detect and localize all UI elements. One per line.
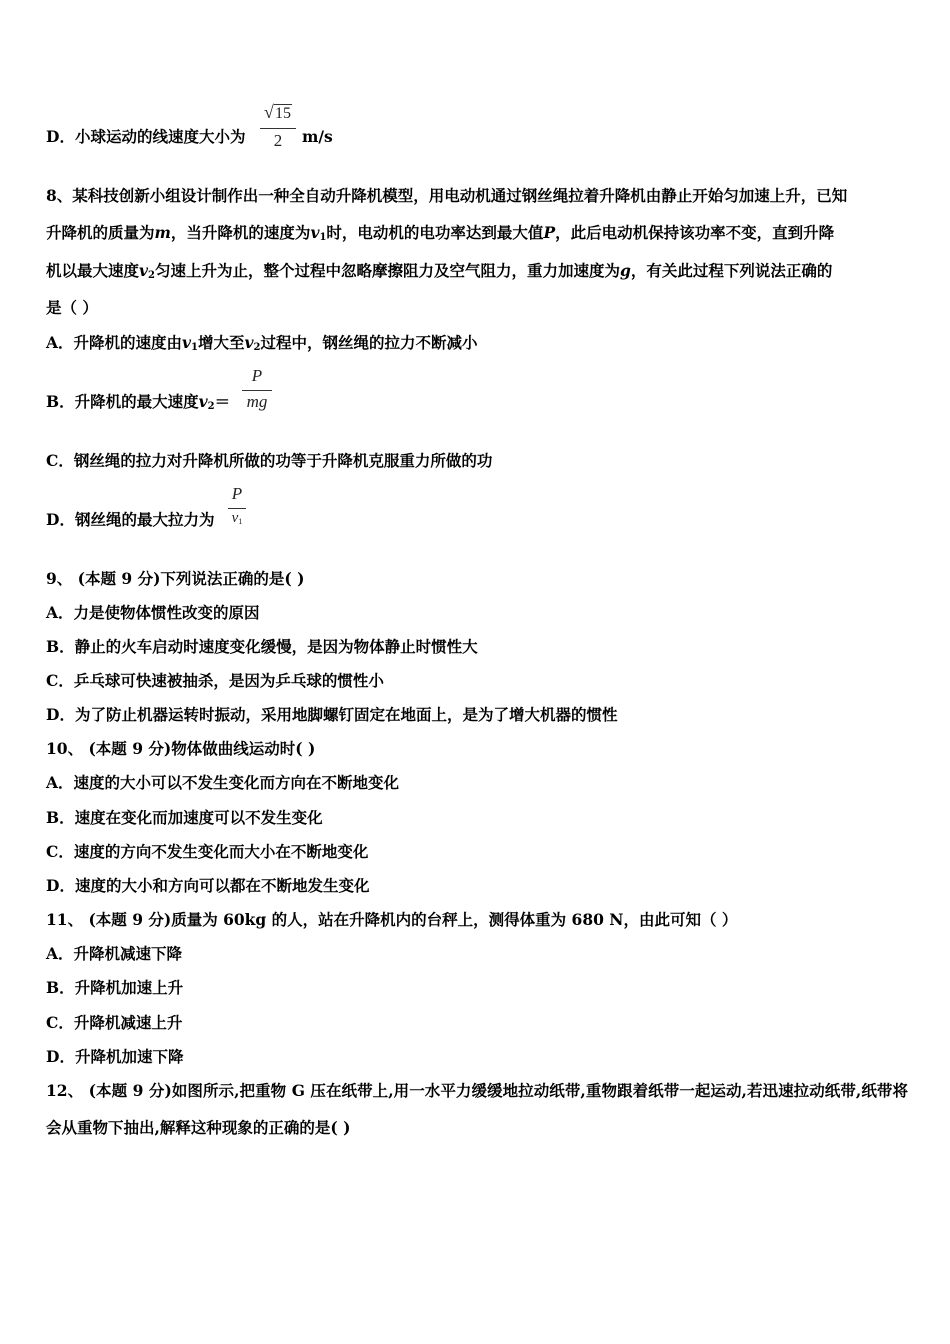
q9-option-d: D．为了防止机器运转时振动，采用地脚螺钉固定在地面上，是为了增大机器的惯性	[46, 705, 618, 724]
q11-option-a: A．升降机减速下降	[46, 944, 183, 963]
q9-option-b: B．静止的火车启动时速度变化缓慢，是因为物体静止时惯性大	[46, 637, 478, 656]
q8-d-denominator: $v_1$	[231, 510, 243, 526]
q8-b-denominator: mg	[246, 392, 268, 411]
q10-option-a: A．速度的大小可以不发生变化而方向在不断地变化	[46, 773, 400, 792]
q8-option-a: A．升降机的速度由$v_1$增大至$v_2$过程中，钢丝绳的拉力不断减小	[46, 333, 478, 353]
var-g: g	[620, 261, 631, 280]
q10-stem: 10、 (本题 9 分)物体做曲线运动时( )	[46, 739, 316, 758]
q8-option-c: C．钢丝绳的拉力对升降机所做的功等于升降机克服重力所做的功	[46, 451, 493, 470]
q8-b-numerator: P	[251, 366, 263, 385]
q10-option-c: C．速度的方向不发生变化而大小在不断地变化	[46, 842, 369, 861]
q11-stem: 11、 (本题 9 分)质量为 60kg 的人，站在升降机内的台秤上，测得体重为 680 N，由此可知（ ）	[46, 910, 738, 929]
var-m: m	[154, 223, 171, 242]
q7-option-d-label: D．小球运动的线速度大小为	[46, 127, 246, 146]
q8-b-fraction	[242, 366, 272, 416]
var-v1: v	[310, 223, 320, 242]
q11-option-d: D．升降机加速下降	[46, 1047, 184, 1066]
q8-d-fraction	[228, 484, 246, 534]
fraction-bar	[242, 390, 272, 391]
q8-stem-line-1: 8、某科技创新小组设计制作出一种全自动升降机模型，用电动机通过钢丝绳拉着升降机由静止开始匀加速上升，已知	[46, 186, 848, 205]
q8-stem-line-4: 是（ ）	[46, 298, 98, 317]
q9-option-c: C．乒乓球可快速被抽杀，是因为乒乓球的惯性小	[46, 671, 384, 690]
q7-fraction-denominator: 2	[273, 131, 283, 150]
var-p: P	[543, 223, 556, 242]
q12-stem: 12、 (本题 9 分)如图所示,把重物 G 压在纸带上,用一水平力缓缓地拉动纸带,重物跟着纸带一起运动,若迅速拉动纸带,纸带将会从重物下抽出,解释这种现象的正确的是( )	[46, 1081, 908, 1137]
q11-option-c: C．升降机减速上升	[46, 1013, 183, 1032]
q7-option-d	[46, 127, 245, 147]
q8-stem-line-2: 升降机的质量为m，当升降机的速度为$v_1$时，电动机的电功率达到最大值P，此后电动机保持该功率不变，直到升降	[46, 223, 835, 243]
q8-option-d: D．钢丝绳的最大拉力为	[46, 510, 215, 529]
q7-unit: m/s	[302, 127, 333, 146]
q8-option-b: B．升降机的最大速度$v_2=$	[46, 392, 231, 412]
q8-d-numerator: P	[231, 484, 243, 503]
q8-stem-line-3: 机以最大速度$v_2$匀速上升为止，整个过程中忽略摩擦阻力及空气阻力，重力加速度为g，有关此过程下列说法正确的	[46, 261, 833, 281]
q11-option-b: B．升降机加速上升	[46, 978, 184, 997]
var-v2: v	[139, 261, 149, 280]
q10-option-b: B．速度在变化而加速度可以不发生变化	[46, 808, 323, 827]
q10-option-d: D．速度的大小和方向可以都在不断地发生变化	[46, 876, 370, 895]
q7-fraction-numerator	[260, 102, 296, 123]
sqrt-symbol: √15	[264, 102, 291, 122]
fraction-bar	[260, 128, 296, 129]
q9-option-a: A．力是使物体惯性改变的原因	[46, 603, 260, 622]
q7-fraction	[260, 100, 296, 154]
fraction-bar	[228, 508, 246, 509]
q9-stem: 9、 (本题 9 分)下列说法正确的是( )	[46, 569, 305, 588]
